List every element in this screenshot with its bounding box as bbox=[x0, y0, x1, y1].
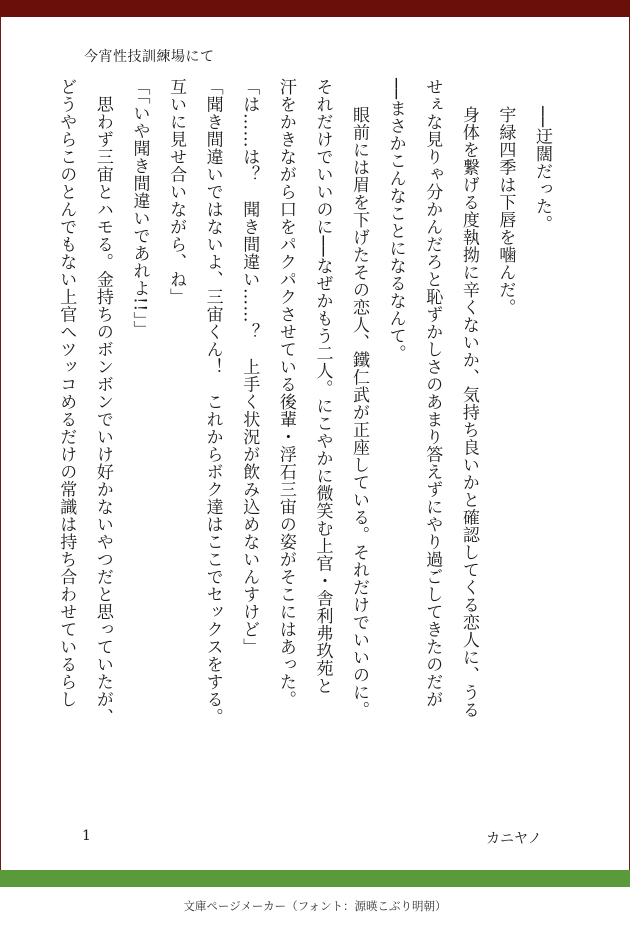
text-column-11: 互いに見せ合いながら、ね」 bbox=[166, 78, 187, 306]
running-head-title: 今宵性技訓練場にて bbox=[84, 49, 215, 65]
text-column-7: それだけでいいのに──なぜかもう二人。にこやかに微笑む上官・舎利弗玖苑と bbox=[312, 78, 333, 695]
vertical-body-text bbox=[56, 78, 560, 798]
text-column-12: 「「いや聞き間違いであれよ!!」」 bbox=[129, 78, 150, 339]
text-column-8: 汗をかきながら口をパクパクさせている後輩・浮石三宙の姿がそこにはあった。 bbox=[275, 78, 296, 708]
text-column-3: 身体を繋げる度執拗に辛くないか、気持ち良いかと確認してくる恋人に、うる bbox=[458, 106, 479, 719]
text-column-1: ──迂闊だった。 bbox=[532, 106, 552, 233]
text-column-2: 宇緑四季は下唇を噛んだ。 bbox=[495, 106, 516, 316]
text-column-5: ──まさかこんなことになるなんて。 bbox=[385, 78, 406, 362]
text-column-14: どうやらこのとんでもない上官へツッコめるだけの常識は持ち合わせているらし bbox=[56, 78, 77, 708]
text-column-9: 「は……は？ 聞き間違い……？ 上手く状況が飲み込めないんすけど」 bbox=[239, 78, 260, 656]
text-column-4: せぇな見りゃ分かんだろと恥ずかしさのあまり答えずにやり過ごしてきたのだが bbox=[422, 78, 443, 708]
top-color-bar bbox=[0, 0, 630, 17]
text-column-13: 思わず三宙とハモる。金持ちのボンボンでいけ好かないやつだと思っていたが、 bbox=[92, 78, 113, 726]
footer-caption: 文庫ページメーカー（フォント：源暎こぶり明朝） bbox=[183, 899, 447, 913]
page-number: 1 bbox=[82, 828, 91, 844]
author-name: カニヤノ bbox=[486, 831, 542, 847]
text-column-6: 眼前には眉を下げたその恋人、鐵仁武が正座している。それだけでいいのに。 bbox=[349, 106, 370, 719]
bottom-color-bar bbox=[0, 870, 630, 887]
text-column-10: 「聞き間違いではないよ、三宙くん！ これからボク達はここでセックスをする。 bbox=[202, 78, 223, 726]
